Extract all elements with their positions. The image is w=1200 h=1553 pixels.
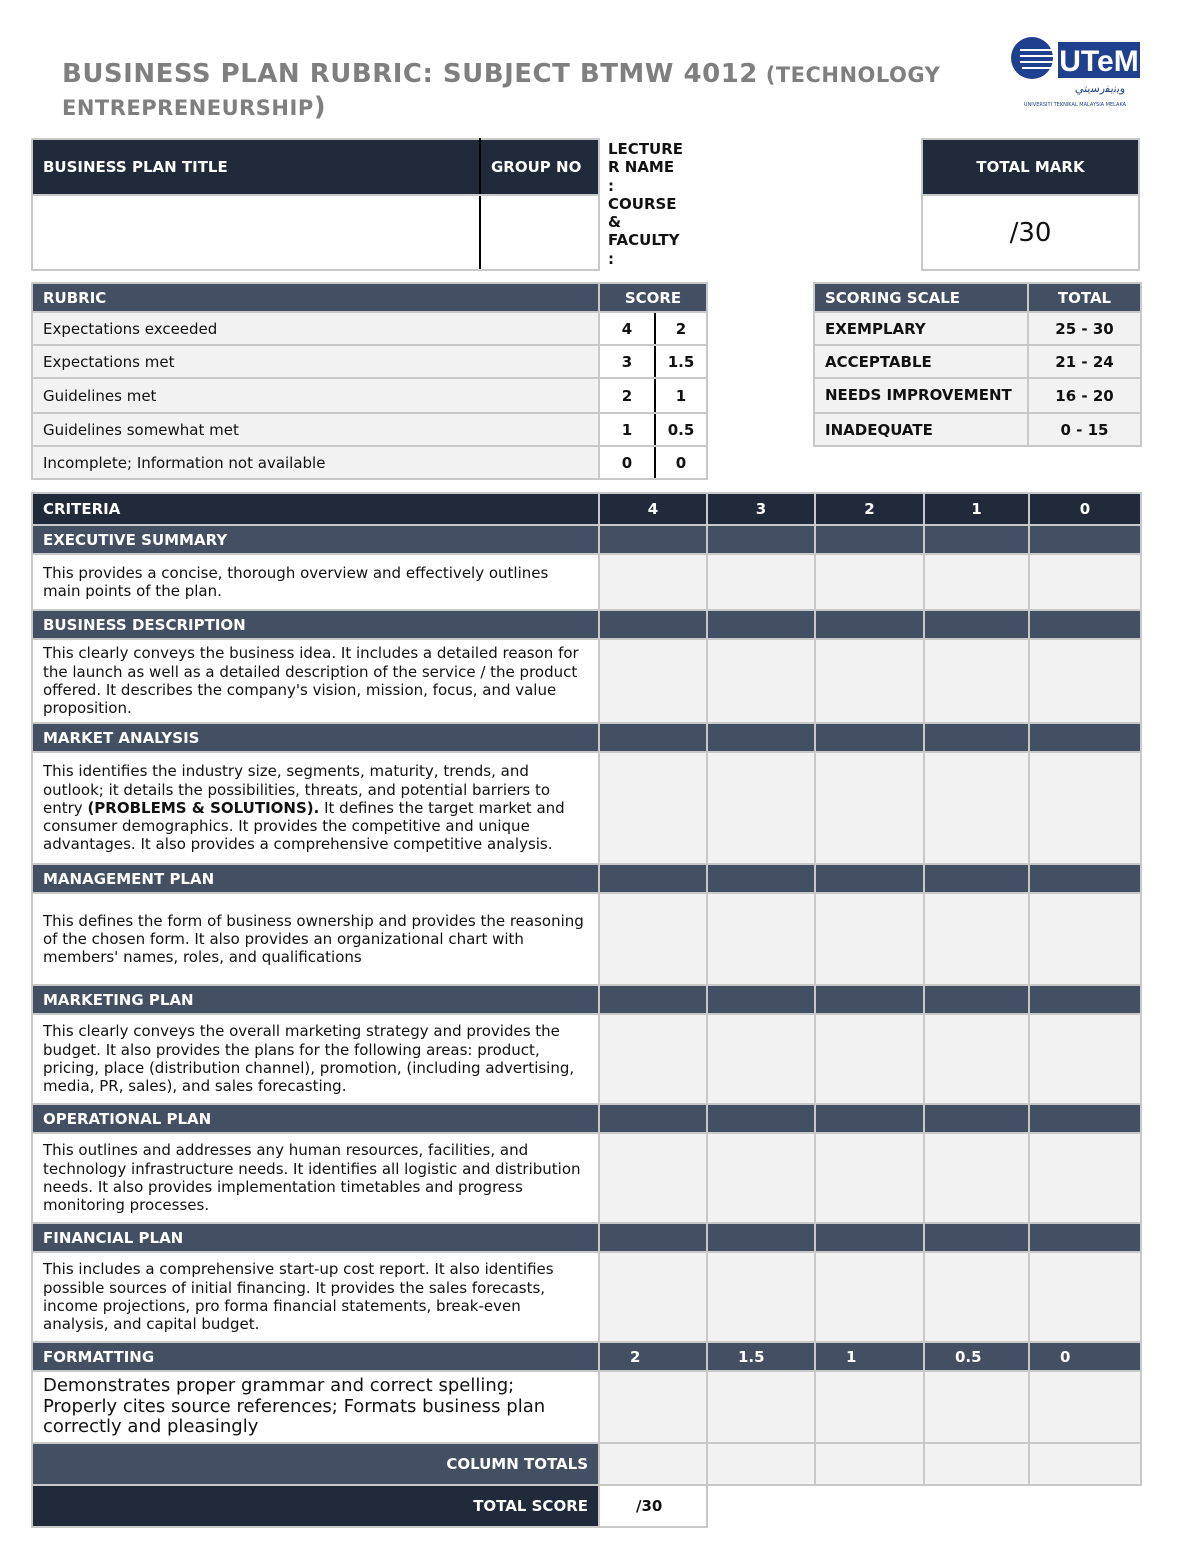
criteria-description: This defines the form of business ownership and provides the reasoning of the chosen form. It also provides an organizational chart with members' names, roles, and qualifications [32, 893, 599, 985]
rubric-row [32, 413, 707, 446]
criteria-description: This provides a concise, thorough overview and effectively outlines main points of the plan. [32, 554, 599, 610]
formatting-score-col: 1 [815, 1342, 924, 1371]
criteria-row [32, 752, 1141, 864]
rubric-table [31, 282, 708, 480]
section-title: FORMATTING [32, 1342, 599, 1371]
criteria-row [32, 554, 1141, 610]
business-plan-title-label: BUSINESS PLAN TITLE [32, 139, 480, 195]
section-header-row [32, 723, 1141, 752]
score-header: SCORE [599, 283, 707, 312]
score-col-header: 1 [924, 493, 1029, 525]
total-mark-label: TOTAL MARK [922, 139, 1139, 195]
formatting-score-col: 0 [1029, 1342, 1141, 1371]
score-cell[interactable] [815, 554, 924, 610]
score-cell[interactable] [1029, 1371, 1141, 1443]
total-score-value: /30 [599, 1485, 707, 1527]
total-score-label: TOTAL SCORE [32, 1485, 599, 1527]
section-header-row [32, 1342, 1141, 1371]
scale-range: 25 - 30 [1028, 312, 1141, 345]
title-group-table [31, 138, 600, 271]
score-cell[interactable] [924, 554, 1029, 610]
scale-label: INADEQUATE [814, 413, 1028, 446]
logo-globe-icon [1011, 37, 1053, 79]
rubric-label: Incomplete; Information not available [32, 446, 599, 479]
score-cell[interactable] [815, 1014, 924, 1104]
score-cell[interactable] [707, 1133, 815, 1223]
rubric-row [32, 446, 707, 479]
rubric-score: 1 [599, 413, 655, 446]
score-cell[interactable] [707, 893, 815, 985]
score-cell[interactable] [1029, 1133, 1141, 1223]
score-cell[interactable] [707, 1371, 815, 1443]
page-title: BUSINESS PLAN RUBRIC: SUBJECT BTMW 4012 (TECHNOLOGY ENTREPRENEURSHIP) [62, 59, 941, 122]
scale-row [814, 312, 1141, 345]
section-title: FINANCIAL PLAN [32, 1223, 599, 1252]
score-col-header: 3 [707, 493, 815, 525]
criteria-row [32, 1371, 1141, 1443]
lecturer-course-labels: LECTURE R NAME : COURSE & FACULTY : [608, 140, 684, 268]
score-cell[interactable] [599, 639, 707, 723]
rubric-score: 3 [599, 345, 655, 378]
score-cell[interactable] [599, 893, 707, 985]
column-total-cell[interactable] [599, 1443, 707, 1485]
criteria-description: This outlines and addresses any human resources, facilities, and technology infrastructure needs. It identifies all logistic and distribution needs. It also provides implementation timetables and progress monitoring processes. [32, 1133, 599, 1223]
score-cell[interactable] [1029, 893, 1141, 985]
criteria-description: Demonstrates proper grammar and correct spelling; Properly cites source references; Formats business plan correctly and pleasingly [32, 1371, 599, 1443]
score-cell[interactable] [815, 639, 924, 723]
score-cell[interactable] [815, 1252, 924, 1342]
score-cell[interactable] [815, 752, 924, 864]
rubric-label: Guidelines somewhat met [32, 413, 599, 446]
score-cell[interactable] [924, 1371, 1029, 1443]
section-header-row [32, 985, 1141, 1014]
scale-label: EXEMPLARY [814, 312, 1028, 345]
rubric-row [32, 345, 707, 378]
section-title: MANAGEMENT PLAN [32, 864, 599, 893]
score-cell[interactable] [599, 752, 707, 864]
business-plan-title-field[interactable] [32, 195, 480, 270]
score-cell[interactable] [707, 1252, 815, 1342]
score-cell[interactable] [1029, 1252, 1141, 1342]
column-total-cell[interactable] [924, 1443, 1029, 1485]
scale-label: ACCEPTABLE [814, 345, 1028, 378]
rubric-label: Guidelines met [32, 378, 599, 413]
logo-subtext: UNIVERSITI TEKNIKAL MALAYSIA MELAKA [1023, 102, 1127, 108]
score-cell[interactable] [924, 639, 1029, 723]
criteria-row [32, 1252, 1141, 1342]
total-mark-box [921, 138, 1140, 271]
scale-label: NEEDS IMPROVEMENT [814, 378, 1028, 413]
svg-text:ﻭﻳﻧﻳﻔﺭﺳﻳﺘﻲ: ﻭﻳﻧﻳﻔﺭﺳﻳﺘﻲ [1074, 82, 1126, 95]
criteria-description: This includes a comprehensive start-up cost report. It also identifies possible sources of initial financing. It provides the sales forecasts, income projections, pro forma financial statements, break-even analysis, and capital budget. [32, 1252, 599, 1342]
scale-range: 21 - 24 [1028, 345, 1141, 378]
total-mark-value: /30 [922, 195, 1139, 270]
section-header-row [32, 610, 1141, 639]
score-cell[interactable] [924, 1014, 1029, 1104]
rubric-score: 2 [599, 378, 655, 413]
scale-row [814, 378, 1141, 413]
group-no-field[interactable] [480, 195, 599, 270]
score-cell[interactable] [707, 752, 815, 864]
section-title: MARKET ANALYSIS [32, 723, 599, 752]
rubric-label: Expectations exceeded [32, 312, 599, 345]
section-title: OPERATIONAL PLAN [32, 1104, 599, 1133]
rubric-label: Expectations met [32, 345, 599, 378]
rubric-header: RUBRIC [32, 283, 599, 312]
score-cell[interactable] [815, 893, 924, 985]
criteria-row [32, 893, 1141, 985]
logo-text: UTeM [1059, 45, 1139, 78]
column-total-cell[interactable] [707, 1443, 815, 1485]
rubric-score: 0 [599, 446, 655, 479]
formatting-score-col: 0.5 [924, 1342, 1029, 1371]
rubric-score-formatting: 0.5 [655, 413, 707, 446]
section-title: BUSINESS DESCRIPTION [32, 610, 599, 639]
scale-range: 0 - 15 [1028, 413, 1141, 446]
section-header-row [32, 1104, 1141, 1133]
scale-row [814, 413, 1141, 446]
criteria-description: This clearly conveys the business idea. It includes a detailed reason for the launch as well as a detailed description of the service / the product offered. It describes the company's vision, mission, focus, and value proposition. [32, 639, 599, 723]
utem-logo [1008, 34, 1142, 112]
score-cell[interactable] [815, 1371, 924, 1443]
total-score-row [32, 1485, 1141, 1527]
score-cell[interactable] [1029, 639, 1141, 723]
rubric-score-formatting: 0 [655, 446, 707, 479]
criteria-description: This identifies the industry size, segments, maturity, trends, and outlook; it details the possibilities, threats, and potential barriers to entry (PROBLEMS & SOLUTIONS). It defines the target market and consumer demographics. It provides the competitive and unique advantages. It also provides a comprehensive competitive analysis. [32, 752, 599, 864]
rubric-score: 4 [599, 312, 655, 345]
section-header-row [32, 525, 1141, 554]
formatting-score-col: 1.5 [707, 1342, 815, 1371]
criteria-row [32, 1014, 1141, 1104]
formatting-score-col: 2 [599, 1342, 707, 1371]
criteria-header: CRITERIA [32, 493, 599, 525]
criteria-row [32, 639, 1141, 723]
score-col-header: 0 [1029, 493, 1141, 525]
score-cell[interactable] [707, 639, 815, 723]
score-cell[interactable] [707, 1014, 815, 1104]
score-cell[interactable] [707, 554, 815, 610]
rubric-row [32, 378, 707, 413]
score-cell[interactable] [1029, 1014, 1141, 1104]
score-cell[interactable] [1029, 752, 1141, 864]
score-cell[interactable] [815, 1133, 924, 1223]
score-cell[interactable] [924, 1252, 1029, 1342]
scale-row [814, 345, 1141, 378]
rubric-score-formatting: 2 [655, 312, 707, 345]
score-cell[interactable] [599, 1371, 707, 1443]
score-cell[interactable] [1029, 554, 1141, 610]
scale-range: 16 - 20 [1028, 378, 1141, 413]
score-cell[interactable] [599, 1252, 707, 1342]
criteria-description: This clearly conveys the overall marketing strategy and provides the budget. It also provides the plans for the following areas: product, pricing, place (distribution channel), promotion, (including advertising, media, PR, sales), and sales forecasting. [32, 1014, 599, 1104]
scoring-scale-table [813, 282, 1142, 447]
rubric-score-formatting: 1 [655, 378, 707, 413]
column-totals-row [32, 1443, 1141, 1485]
section-title: EXECUTIVE SUMMARY [32, 525, 599, 554]
section-header-row [32, 1223, 1141, 1252]
score-cell[interactable] [599, 1133, 707, 1223]
column-total-cell[interactable] [1029, 1443, 1141, 1485]
criteria-row [32, 1133, 1141, 1223]
column-total-cell[interactable] [815, 1443, 924, 1485]
score-col-header: 2 [815, 493, 924, 525]
criteria-table [31, 492, 1142, 1528]
column-totals-label: COLUMN TOTALS [32, 1443, 599, 1485]
score-col-header: 4 [599, 493, 707, 525]
score-cell[interactable] [599, 1014, 707, 1104]
score-cell[interactable] [599, 554, 707, 610]
section-title: MARKETING PLAN [32, 985, 599, 1014]
score-cell[interactable] [924, 1133, 1029, 1223]
rubric-score-formatting: 1.5 [655, 345, 707, 378]
score-cell[interactable] [924, 752, 1029, 864]
score-cell[interactable] [924, 893, 1029, 985]
scale-total-header: TOTAL [1028, 283, 1141, 312]
group-no-label: GROUP NO [480, 139, 599, 195]
section-header-row [32, 864, 1141, 893]
rubric-row [32, 312, 707, 345]
scoring-scale-header: SCORING SCALE [814, 283, 1028, 312]
